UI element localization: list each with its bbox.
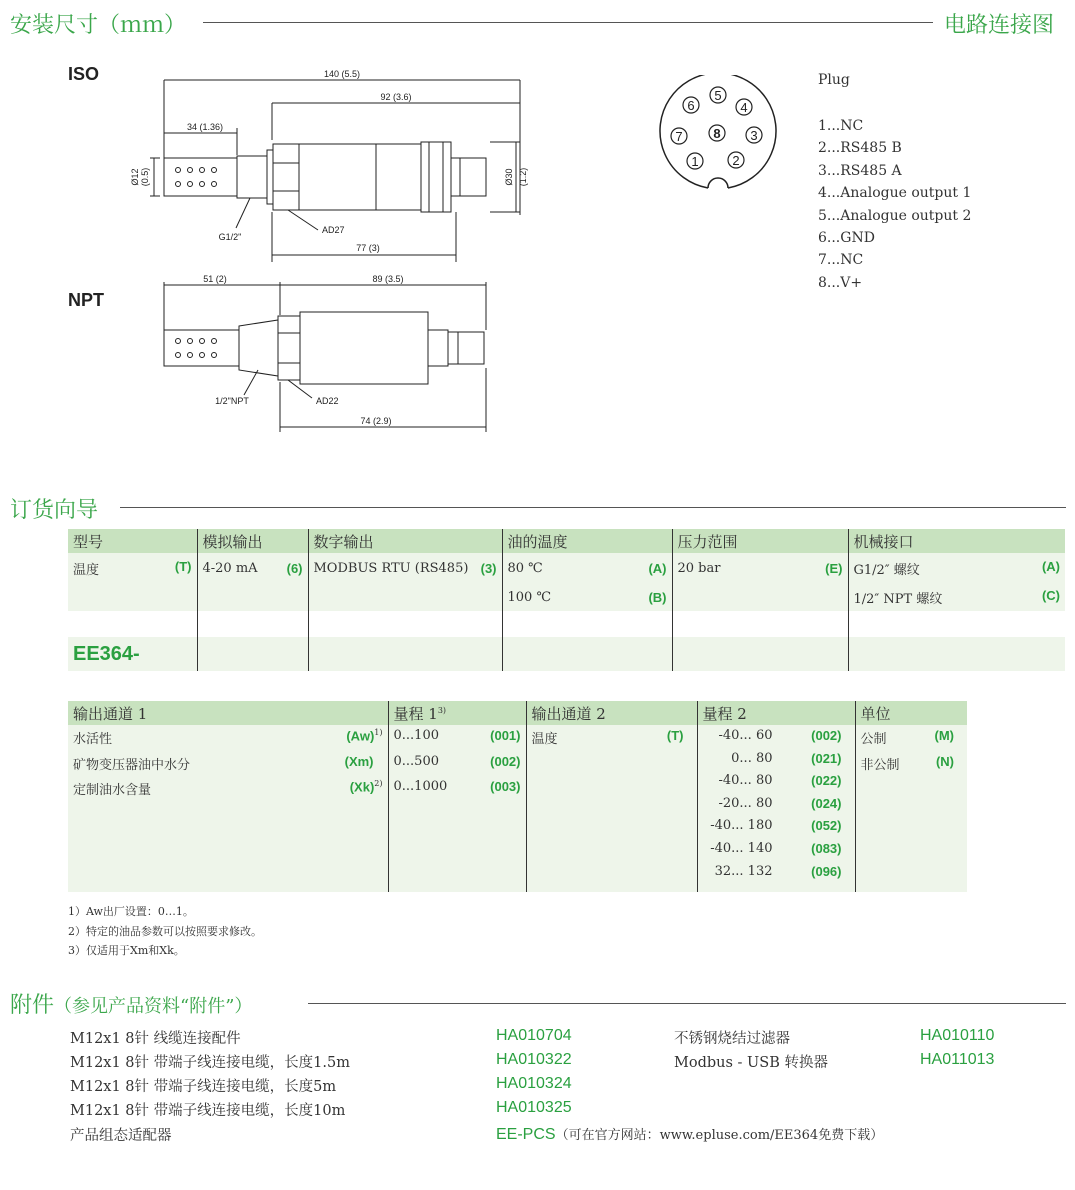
header-mech: 机械接口 xyxy=(848,529,1065,553)
pin-number-4: 4 xyxy=(740,100,748,115)
header-analog: 模拟输出 xyxy=(197,529,308,553)
plug-title: Plug xyxy=(818,72,850,88)
accessory-code: HA010324 xyxy=(496,1075,572,1092)
accessory-code: EE-PCS xyxy=(496,1126,556,1143)
table-cell: MODBUS RTU (RS485) (3) xyxy=(308,553,502,583)
footnote-3: 3）仅适用于Xm和Xk。 xyxy=(68,944,185,957)
pin-item: 6...GND xyxy=(818,230,875,247)
dimensions-title: 安装尺寸（ｍｍ） xyxy=(10,13,187,38)
pin-item: 3...RS485 A xyxy=(818,162,902,179)
unit-cell: 公制 (M) 非公制 (N) xyxy=(855,725,967,892)
accessories-rule xyxy=(308,1003,1066,1004)
accessory-pcs-note: （可在官方网站：www.epluse.com/EE364免费下载） xyxy=(555,1128,884,1143)
header-channel2: 输出通道 2 xyxy=(526,701,697,725)
pin-item: 7...NC xyxy=(818,252,864,269)
header-channel1: 输出通道 1 xyxy=(68,701,388,725)
pin-number-8: 8 xyxy=(713,126,721,141)
header-model: 型号 xyxy=(68,529,197,553)
table-cell: 20 bar (E) xyxy=(672,553,848,583)
accessory-code: HA010110 xyxy=(920,1027,995,1044)
iso-ad: AD27 xyxy=(322,225,345,235)
iso-dim-30: Ø30 xyxy=(504,168,514,186)
accessory-label: 不锈钢烧结过滤器 xyxy=(674,1031,790,1047)
npt-label: NPT xyxy=(68,290,104,310)
iso-dim-12: Ø12 xyxy=(130,168,140,186)
pin-item: 8...V+ xyxy=(818,274,863,291)
header-digital: 数字输出 xyxy=(308,529,502,553)
range1-cell: 0...100 (001) 0...500 (002) 0...1000 (003) xyxy=(388,725,526,892)
table-cell: 100 ℃ (B) xyxy=(502,583,672,611)
ordering-title: 订货向导 xyxy=(10,498,99,523)
pin-item: 5...Analogue output 2 xyxy=(818,207,972,224)
pin-number-7: 7 xyxy=(675,129,683,144)
footnote-1: 1）Aw出厂设置：0…1。 xyxy=(68,905,194,918)
range2-cell: -40... 60 (002) 0... 80 (021) -40... 80 (022) -20... 80 (024) -40... 180 (052) -40... 140 (083) 32... 132 (096) xyxy=(697,725,855,892)
accessory-label: M12x1 8针 带端子线连接电缆，长度5m xyxy=(70,1079,337,1095)
iso-dim-92: 92 (3.6) xyxy=(380,92,412,102)
pin-number-2: 2 xyxy=(732,153,740,168)
plug-diagram xyxy=(650,75,790,195)
pin-item: 1...NC xyxy=(818,118,864,134)
npt-dim-89: 89 (3.5) xyxy=(372,274,404,284)
accessory-label: Modbus - USB 转换器 xyxy=(674,1055,828,1071)
header-range2: 量程 2 xyxy=(697,701,855,725)
iso-thread: G1/2" xyxy=(218,232,242,242)
table-cell: 1/2″ NPT 螺纹 (C) xyxy=(848,583,1065,611)
wiring-title: 电路连接图 xyxy=(944,13,1055,38)
table-cell: 温度 (T) xyxy=(73,558,192,578)
iso-dim-77: 77 (3) xyxy=(356,243,380,253)
iso-dim-34: 34 (1.36) xyxy=(186,122,224,132)
accessory-code: HA011013 xyxy=(920,1051,995,1068)
table-cell xyxy=(197,583,308,611)
order-table-1 xyxy=(68,529,1065,671)
channel2-cell: 温度 (T) xyxy=(526,725,697,892)
pin-list xyxy=(818,115,971,294)
order-table-2 xyxy=(68,701,967,892)
npt-thread: 1/2"NPT xyxy=(215,396,249,406)
table-cell xyxy=(68,583,197,611)
accessory-code: HA010325 xyxy=(496,1099,572,1116)
dimension-drawing xyxy=(0,0,640,440)
pin-number-6: 6 xyxy=(687,98,695,113)
footnote-2: 2）特定的油品参数可以按照要求修改。 xyxy=(68,925,262,938)
header-range1: 量程 1$^{3)}$ xyxy=(388,701,526,725)
npt-ad: AD22 xyxy=(316,396,339,406)
pin-number-5: 5 xyxy=(714,88,722,103)
header-unit: 单位 xyxy=(855,701,967,725)
pin-item: 4...Analogue output 1 xyxy=(818,185,972,202)
pin-item: 2...RS485 B xyxy=(818,140,902,157)
accessory-label: M12x1 8针 带端子线连接电缆，长度1.5m xyxy=(70,1055,350,1071)
accessory-label: M12x1 8针 线缆连接配件 xyxy=(70,1031,241,1047)
npt-dim-51: 51 (2) xyxy=(203,274,227,284)
iso-dim-12b: (0.5) xyxy=(140,167,150,187)
accessory-code: HA010704 xyxy=(496,1027,572,1044)
table-cell: G1/2″ 螺纹 (A) xyxy=(848,553,1065,583)
accessories-title: 附件（参见产品资料“附件”） xyxy=(10,993,253,1018)
header-pressure: 压力范围 xyxy=(672,529,848,553)
iso-dim-140: 140 (5.5) xyxy=(323,69,361,79)
accessory-label: M12x1 8针 带端子线连接电缆，长度10m xyxy=(70,1103,346,1119)
accessory-label: 产品组态适配器 xyxy=(70,1128,172,1144)
header-oil-temp: 油的温度 xyxy=(502,529,672,553)
channel1-cell: 水活性 $(Aw)^{1)}$ 矿物变压器油中水分 (Xm) 定制油水含量 $(Xk)^{2)}$ xyxy=(73,728,383,798)
accessories-subtitle: （参见产品资料“附件”） xyxy=(54,996,253,1017)
ordering-rule xyxy=(120,507,1066,508)
model-prefix: EE364- xyxy=(73,642,140,665)
table-cell: 80 ℃ (A) xyxy=(502,553,672,583)
iso-label: ISO xyxy=(68,64,100,84)
iso-dim-30b: (1.2) xyxy=(518,167,528,187)
accessory-pcs xyxy=(496,1124,883,1144)
pin-number-1: 1 xyxy=(691,154,699,169)
npt-dim-74: 74 (2.9) xyxy=(360,416,392,426)
pin-number-3: 3 xyxy=(750,128,758,143)
table-cell xyxy=(308,583,502,611)
accessory-code: HA010322 xyxy=(496,1051,572,1068)
table-cell: 4-20 mA (6) xyxy=(197,553,308,583)
table-cell xyxy=(672,583,848,611)
